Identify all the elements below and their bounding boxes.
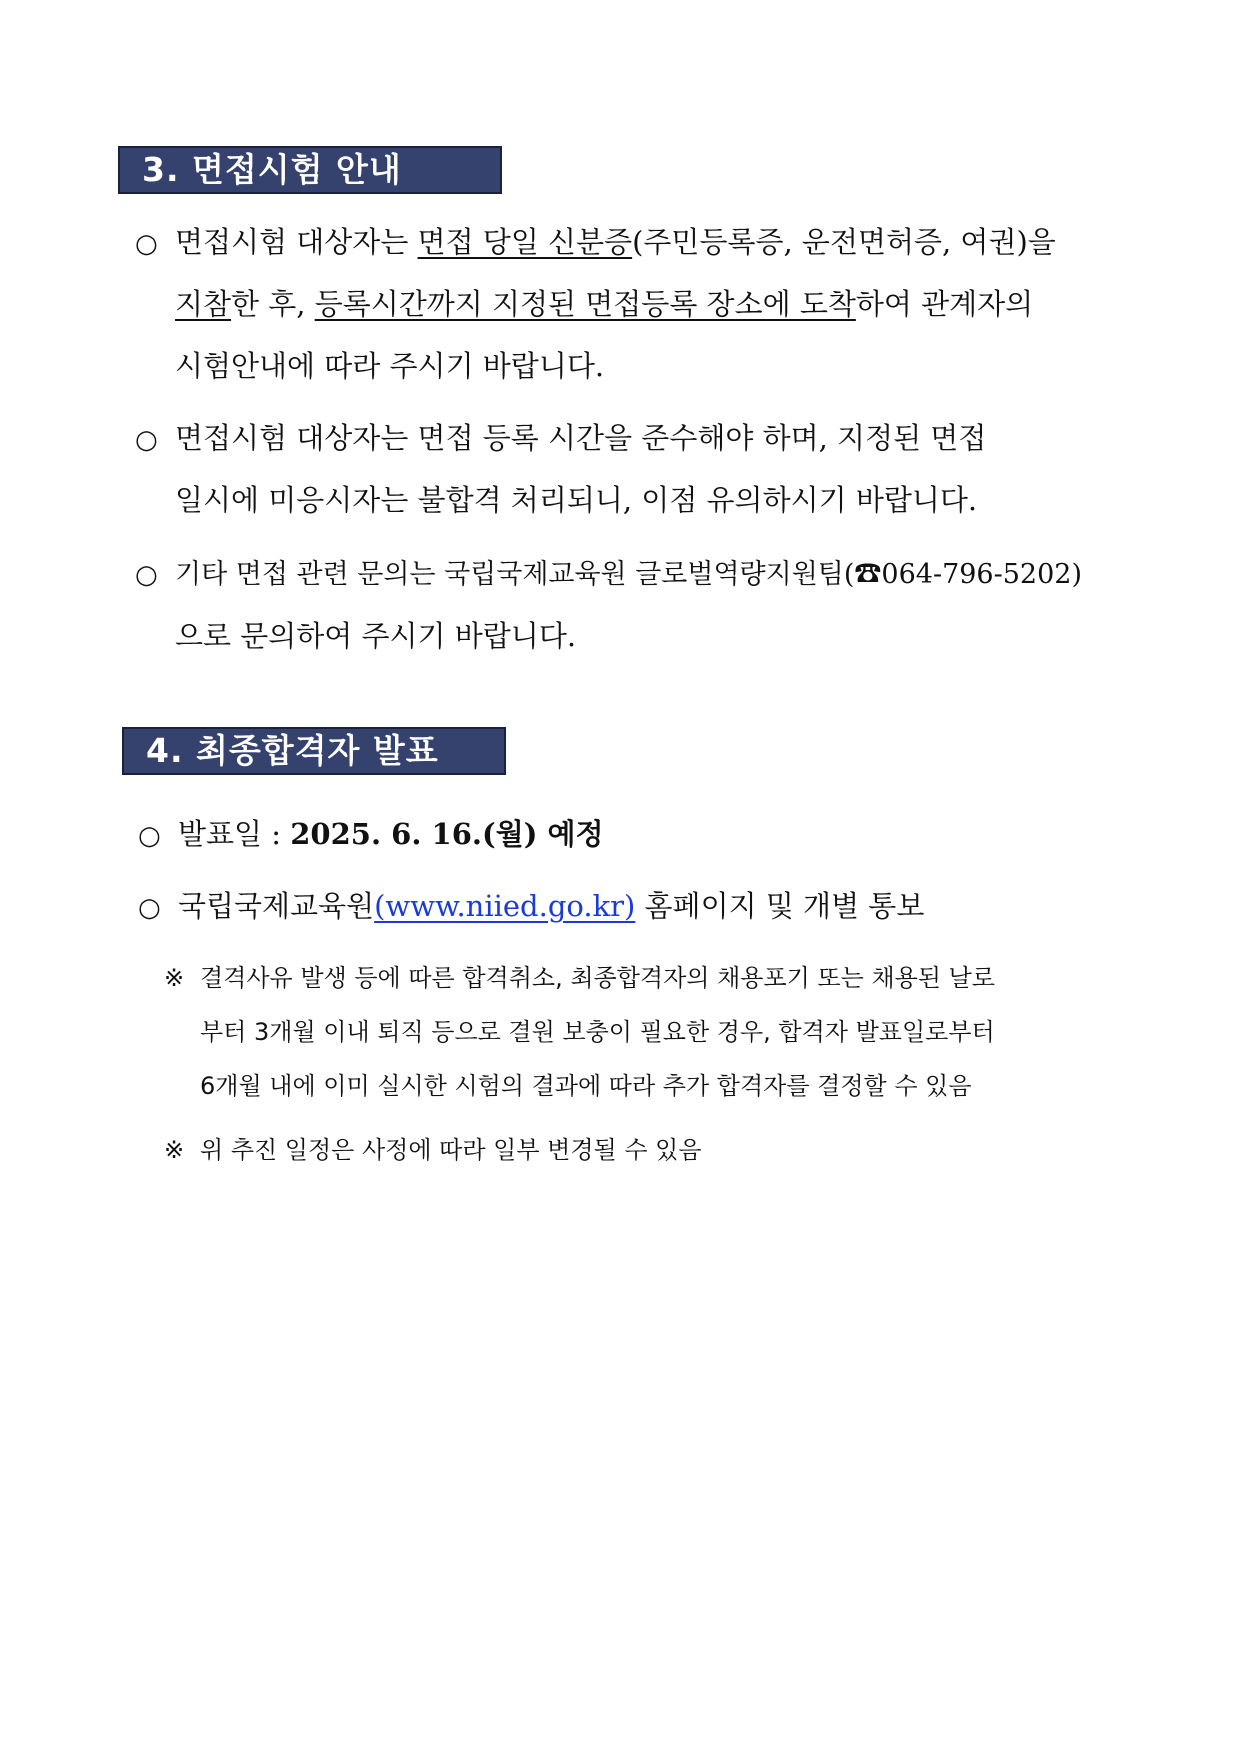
paragraph-line bbox=[175, 282, 1033, 323]
reference-mark-icon: ※ bbox=[164, 964, 185, 992]
section-3-title: 3. 면접시험 안내 bbox=[142, 150, 402, 189]
text: 홈페이지 및 개별 통보 bbox=[635, 889, 925, 923]
text: (주민등록증, 운전면허증, 여권)을 bbox=[632, 225, 1056, 259]
section-4-header bbox=[122, 727, 506, 775]
text: 면접시험 대상자는 bbox=[175, 225, 418, 259]
paragraph-line bbox=[135, 552, 1082, 591]
paragraph-line bbox=[138, 884, 924, 925]
text: 결격사유 발생 등에 따른 합격취소, 최종합격자의 채용포기 또는 채용된 날로 bbox=[200, 964, 995, 992]
note-line: 6개월 내에 이미 실시한 시험의 결과에 따라 추가 합격자를 결정할 수 있음 bbox=[200, 1072, 972, 1100]
circle-bullet-icon: ○ bbox=[135, 425, 158, 455]
note-line: 부터 3개월 이내 퇴직 등으로 결원 보충이 필요한 경우, 합격자 발표일로부터 bbox=[200, 1018, 995, 1046]
text: 기타 면접 관련 문의는 국립국제교육원 글로벌역량지원팀(☎064-796-5202) bbox=[175, 559, 1082, 590]
paragraph-line bbox=[135, 416, 986, 457]
niied-website-link[interactable]: (www.niied.go.kr) bbox=[374, 889, 636, 923]
reference-mark-icon: ※ bbox=[164, 1136, 185, 1164]
paragraph-line: 시험안내에 따라 주시기 바랍니다. bbox=[175, 349, 605, 383]
note-line bbox=[164, 1130, 702, 1165]
underlined-text: 등록시간까지 지정된 면접등록 장소에 도착 bbox=[314, 287, 856, 321]
paragraph-line: 일시에 미응시자는 불합격 처리되니, 이점 유의하시기 바랍니다. bbox=[175, 483, 978, 517]
underlined-text: 지참 bbox=[175, 287, 232, 321]
circle-bullet-icon: ○ bbox=[138, 893, 161, 923]
text: 한 후, bbox=[231, 287, 315, 321]
circle-bullet-icon: ○ bbox=[135, 560, 158, 590]
announcement-date-label: 발표일 : bbox=[178, 817, 291, 851]
circle-bullet-icon: ○ bbox=[138, 821, 161, 851]
section-3-header bbox=[118, 146, 502, 194]
underlined-text: 면접 당일 신분증 bbox=[417, 225, 633, 259]
paragraph-line bbox=[135, 220, 1056, 261]
text: 면접시험 대상자는 면접 등록 시간을 준수해야 하며, 지정된 면접 bbox=[175, 421, 987, 455]
paragraph-line bbox=[138, 812, 604, 853]
text: 하여 관계자의 bbox=[855, 287, 1034, 321]
announcement-date-value: 2025. 6. 16.(월) 예정 bbox=[290, 817, 604, 851]
note-line bbox=[164, 958, 995, 993]
paragraph-line: 으로 문의하여 주시기 바랍니다. bbox=[175, 619, 577, 653]
section-4-title: 4. 최종합격자 발표 bbox=[146, 731, 439, 770]
circle-bullet-icon: ○ bbox=[135, 229, 158, 259]
text: 국립국제교육원 bbox=[178, 889, 375, 923]
text: 위 추진 일정은 사정에 따라 일부 변경될 수 있음 bbox=[200, 1136, 702, 1164]
